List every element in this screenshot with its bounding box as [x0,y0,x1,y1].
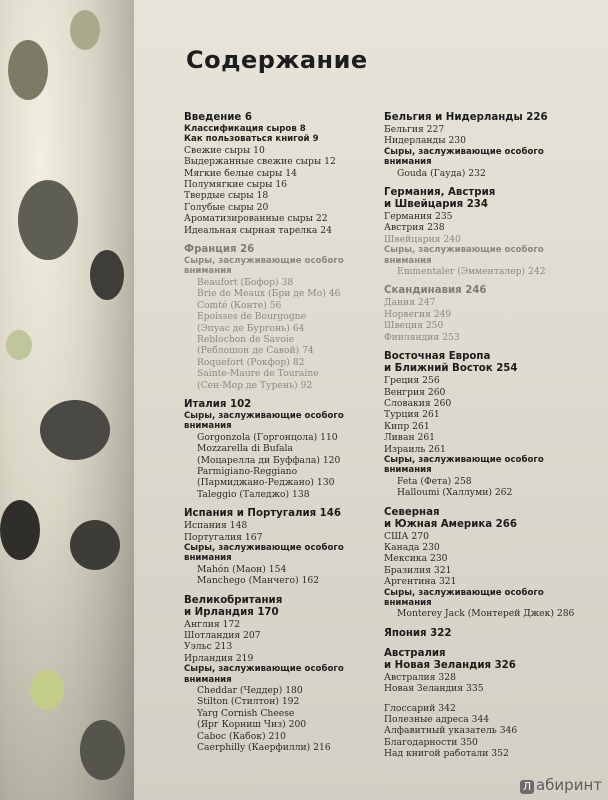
toc-section [384,703,599,760]
toc-entry: Yarg Cornish Cheese (Ярг Корниш Чиз) 200 [197,707,307,731]
toc-section [184,112,384,236]
section-heading: Бельгия и Нидерланды 226 [384,112,548,123]
watermark: Л абиринт [520,776,602,794]
toc-entry: Stilton (Стилтон) 192 [197,696,300,708]
toc-entry: Идеальная сырная тарелка 24 [184,224,332,236]
toc-entry: Cheddar (Чеддер) 180 [197,685,303,697]
contents-page [134,0,608,800]
toc-entry: Manchego (Манчего) 162 [197,575,320,587]
toc-entry: Выдержанные свежие сыры 12 [184,156,336,168]
toc-entry: Полумягкие сыры 16 [184,179,288,191]
toc-subheading: Сыры, заслуживающие особого внимания [184,664,344,685]
section-heading: Испания и Португалия 146 [184,508,341,520]
toc-entry: Нидерланды 230 [384,135,466,147]
toc-entry: Полезные адреса 344 [384,714,490,726]
toc-entry: Испания 148 [184,520,248,532]
toc-entry: Gouda (Гауда) 232 [397,167,486,179]
toc-entry: Reblochon de Savoie (Реблошон де Савой) 74 [197,333,314,357]
toc-subheading: Сыры, заслуживающие особого внимания [384,146,544,168]
toc-entry: Мексика 230 [384,553,448,565]
toc-entry: Ливан 261 [384,432,436,444]
toc-entry: Германия 235 [384,211,453,223]
toc-subheading: Сыры, заслуживающие особого внимания [384,454,544,476]
contents-column-right [384,112,599,768]
toc-entry: Бельгия 227 [384,124,445,135]
toc-section [384,507,599,620]
toc-entry: Греция 256 [384,375,440,387]
toc-section [184,595,384,754]
toc-entry: Halloumi (Халлуми) 262 [397,487,513,499]
toc-section [384,628,599,640]
toc-entry: Израиль 261 [384,443,446,455]
toc-entry: Caerphilly (Каерфилли) 216 [197,742,331,754]
toc-entry: Алфавитный указатель 346 [384,725,518,737]
toc-entry: Mozzarella di Bufala (Моцарелла ди Буффала) 120 [197,443,341,466]
toc-entry: Новая Зеландия 335 [384,683,484,695]
toc-entry: Англия 172 [184,618,241,630]
toc-entry: Швейцария 240 [384,233,461,245]
toc-entry: Австралия 328 [384,671,456,683]
toc-entry: Шотландия 207 [184,630,261,642]
toc-subheading: Сыры, заслуживающие особого внимания [184,256,344,277]
contents-column-left [184,112,384,762]
toc-section [184,399,384,500]
toc-entry: Финляндия 253 [384,331,460,343]
section-heading: Франция 26 [184,244,255,256]
toc-section [184,508,384,586]
toc-entry: Ирландия 219 [184,652,254,664]
toc-entry: Над книгой работали 352 [384,748,509,760]
toc-entry: Brie de Meaux (Бри де Mo) 46 [197,288,341,300]
section-heading: Япония 322 [384,627,452,639]
toc-entry: Beaufort (Бофор) 38 [197,276,294,288]
toc-subheading: Как пользоваться книгой 9 [184,134,319,145]
section-heading: Северная и Южная Америка 266 [384,506,517,530]
section-heading: Введение 6 [184,112,252,123]
toc-entry: Дания 247 [384,297,436,309]
cheese-photo [0,0,134,800]
section-heading: Великобритания и Ирландия 170 [184,594,283,618]
toc-section [384,112,599,179]
toc-entry: Турция 261 [384,409,440,421]
toc-entry: Венгрия 260 [384,386,446,398]
toc-subheading: Сыры, заслуживающие особого внимания [184,410,344,432]
toc-entry: Мягкие белые сыры 14 [184,167,297,179]
toc-entry: Taleggio (Таледжо) 138 [197,488,310,500]
toc-entry: Gorgonzola (Горгонцола) 110 [197,431,338,443]
toc-entry: Sainte-Maure de Touraine (Сен-Мор де Турень) 92 [197,368,319,391]
section-heading: Австралия и Новая Зеландия 326 [384,647,516,671]
toc-entry: Австрия 238 [384,222,445,234]
toc-entry: Словакия 260 [384,397,452,409]
page-title: Содержание [186,46,368,74]
toc-entry: Roquefort (Рокфор) 82 [197,356,305,368]
toc-entry: Бразилия 321 [384,564,452,576]
section-heading: Восточная Европа и Ближний Восток 254 [384,351,518,375]
section-heading: Скандинавия 246 [384,285,487,297]
toc-entry: Швеция 250 [384,320,444,332]
section-heading: Германия, Австрия и Швейцария 234 [384,187,496,211]
section-heading: Италия 102 [184,398,252,410]
toc-entry: Норвегия 249 [384,308,452,320]
toc-section [384,351,599,498]
toc-entry: Голубые сыры 20 [184,201,269,213]
toc-section [384,187,599,277]
toc-entry: Кипр 261 [384,420,430,432]
toc-section [184,244,384,391]
toc-entry: Caboc (Кабок) 210 [197,730,287,742]
toc-subheading: Сыры, заслуживающие особого внимания [384,587,544,608]
toc-subheading: Сыры, заслуживающие особого внимания [384,245,544,266]
toc-entry: Аргентина 321 [384,576,457,588]
toc-entry: Глоссарий 342 [384,702,456,714]
toc-entry: Свежие сыры 10 [184,144,265,156]
toc-entry: Feta (Фета) 258 [397,475,472,487]
toc-entry: Португалия 167 [184,531,263,543]
toc-entry: Epoisses de Bourgogne (Эпуас де Бургонь) 64 [197,311,307,334]
toc-entry: Благодарности 350 [384,736,478,748]
toc-entry: Emmentaler (Эмменталер) 242 [397,266,546,278]
toc-section [384,648,599,695]
toc-subheading: Сыры, заслуживающие особого внимания [184,543,344,564]
toc-subheading: Классификация сыров 8 [184,124,306,134]
toc-entry: Ароматизированные сыры 22 [184,213,328,225]
toc-section [384,285,599,343]
toc-entry: Уэльс 213 [184,641,233,653]
toc-entry: Comté (Конте) 56 [197,299,282,311]
toc-entry: Monterey Jack (Монтерей Джек) 286 [397,608,575,620]
toc-entry: Канада 230 [384,541,440,553]
toc-entry: Parmigiano-Reggiano (Пармиджано-Реджано) 130 [197,465,335,489]
toc-entry: США 270 [384,530,429,542]
toc-entry: Твердые сыры 18 [184,190,269,202]
toc-entry: Mahón (Маон) 154 [197,563,287,575]
labirint-logo-icon: Л [520,780,534,794]
